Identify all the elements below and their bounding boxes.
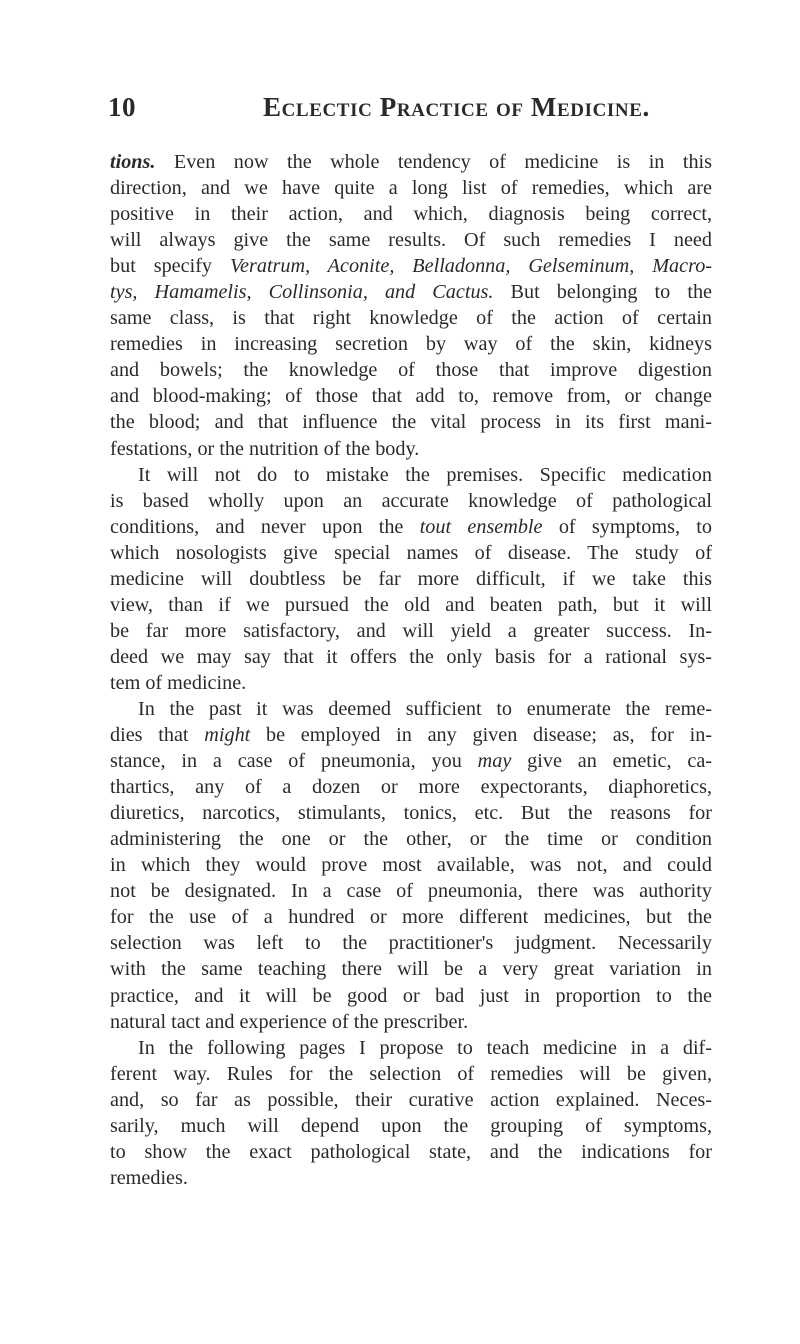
text-run: be employed in any given disease; as, for in- [250,724,713,747]
text-run: ferent way. Rules for the selection of remedies will be given, [110,1062,712,1085]
text-run: remedies. [110,1166,188,1189]
text-run: dies that [110,724,205,747]
text-line [110,670,712,696]
text-run: But belonging to the [493,281,712,304]
text-run: in which they would prove most available, was not, and could [110,854,712,877]
text-line [110,1061,712,1087]
text-line [110,409,712,435]
text-run: and blood-making; of those that add to, remove from, or change [110,385,712,408]
text-line [110,644,712,670]
text-run: the blood; and that influence the vital process in its first mani- [110,411,712,434]
text-line [110,956,712,982]
text-run: conditions, and never upon the [110,515,420,538]
text-run: festations, or the nutrition of the body. [110,437,420,460]
emphasized-text: may [477,750,512,773]
text-line [110,253,712,279]
text-run: and bowels; the knowledge of those that improve digestion [110,359,712,382]
text-run: diuretics, narcotics, stimulants, tonics, etc. But the reasons for [110,802,712,825]
text-run: It will not do to mistake the premises. Specific medication [138,463,712,486]
running-head [108,92,720,132]
text-line [110,149,712,175]
text-run: be far more satisfactory, and will yield a greater success. In- [110,619,712,642]
text-line [110,800,712,826]
text-run: to show the exact pathological state, and the indications for [110,1140,712,1163]
text-run: will always give the same results. Of such remedies I need [110,229,712,252]
text-run: sarily, much will depend upon the grouping of symptoms, [110,1114,712,1137]
text-run: and, so far as possible, their curative action explained. Neces- [110,1088,712,1111]
text-line [110,1009,712,1035]
text-run: natural tact and experience of the prescriber. [110,1010,469,1033]
text-line [110,826,712,852]
text-run: In the past it was deemed sufficient to enumerate the reme- [138,697,712,720]
text-line [110,878,712,904]
text-line [110,462,712,488]
text-line [110,488,712,514]
text-line [110,279,712,305]
text-run: selection was left to the practitioner's judgment. Necessarily [110,932,712,955]
text-line [110,1165,712,1191]
text-run: practice, and it will be good or bad just in proportion to the [110,984,712,1007]
text-line [110,175,712,201]
text-line [110,566,712,592]
text-run: with the same teaching there will be a very great variation in [110,958,712,981]
text-run: for the use of a hundred or more different medicines, but the [110,906,712,929]
text-run: not be designated. In a case of pneumonia, there was authority [110,880,712,903]
text-run: stance, in a case of pneumonia, you [110,750,478,773]
text-run: which nosologists give special names of disease. The study of [110,541,712,564]
text-line [110,904,712,930]
text-run: administering the one or the other, or the time or condition [110,828,712,851]
text-line [110,930,712,956]
running-title: Eclectic Practice of Medicine. [263,92,650,122]
text-run: Even now the whole tendency of medicine is in this [155,151,712,173]
text-run: thartics, any of a dozen or more expectorants, diaphoretics, [110,776,712,799]
text-run: medicine will doubtless be far more difficult, if we take this [110,567,712,590]
text-run: same class, is that right knowledge of the action of certain [110,307,712,330]
text-run: give an emetic, ca- [511,750,712,773]
text-line [110,436,712,462]
text-run: deed we may say that it offers the only basis for a rational sys- [110,645,712,668]
text-run: tem of medicine. [110,671,247,694]
text-line [110,331,712,357]
text-line [110,983,712,1009]
text-line [110,774,712,800]
emphasized-text: tout ensemble [419,515,543,538]
emphasized-text: tys, Hamamelis, Collinsonia, and Cactus. [110,281,494,304]
text-line [110,852,712,878]
text-run: In the following pages I propose to teach medicine in a dif- [138,1036,712,1059]
text-line [110,201,712,227]
text-line [110,514,712,540]
text-run: view, than if we pursued the old and beaten path, but it will [110,593,712,616]
text-line [110,748,712,774]
text-line [110,592,712,618]
text-line [110,383,712,409]
emphasized-text: Veratrum, Aconite, Belladonna, Gelseminum, Macro- [229,255,713,278]
text-line [110,722,712,748]
text-run: is based wholly upon an accurate knowledge of pathological [110,489,712,512]
text-run: direction, and we have quite a long list of remedies, which are [110,177,712,200]
text-line [110,1035,712,1061]
text-line [110,357,712,383]
text-line [110,696,712,722]
text-run: remedies in increasing secretion by way of the skin, kidneys [110,333,712,356]
text-line [110,618,712,644]
text-line [110,540,712,566]
emphasized-text: tions. [110,151,156,173]
text-line [110,1139,712,1165]
emphasized-text: might [204,724,251,747]
text-line [110,305,712,331]
text-run: of symptoms, to [542,515,712,538]
text-run: positive in their action, and which, diagnosis being correct, [110,203,712,226]
body-text [110,149,712,1191]
text-line [110,1087,712,1113]
text-line [110,1113,712,1139]
text-line [110,227,712,253]
page-number: 10 [108,92,136,122]
text-run: but specify [110,255,230,278]
